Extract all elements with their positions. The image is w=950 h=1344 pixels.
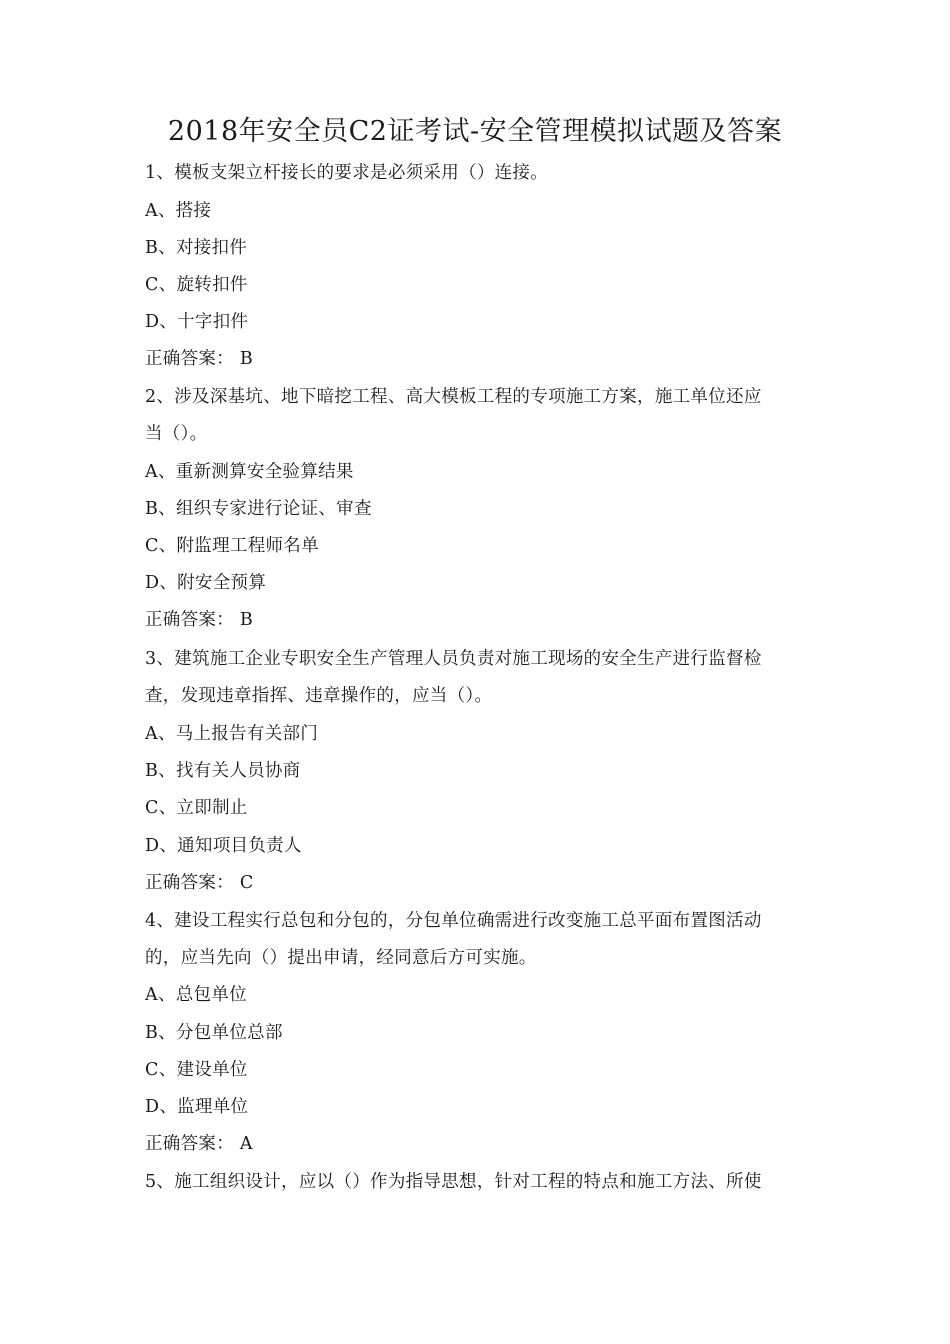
question-stem: 1、模板支架立杆接长的要求是必须采用（）连接。 — [145, 163, 549, 183]
question-stem: 查，发现违章指挥、违章操作的，应当（）。 — [145, 686, 493, 706]
answer-option: C、立即制止 — [145, 798, 248, 818]
answer-option: B、对接扣件 — [145, 238, 248, 258]
answer-option: C、附监理工程师名单 — [145, 536, 319, 556]
answer-option: C、旋转扣件 — [145, 275, 248, 295]
correct-answer: 正确答案： C — [145, 873, 254, 893]
answer-option: A、重新测算安全验算结果 — [145, 462, 354, 482]
answer-option: A、搭接 — [145, 201, 212, 221]
answer-option: D、通知项目负责人 — [145, 836, 302, 856]
document-title: 2018年安全员C2证考试-安全管理模拟试题及答案 — [167, 116, 783, 147]
answer-option: D、附安全预算 — [145, 573, 267, 593]
correct-answer: 正确答案： B — [145, 349, 254, 369]
answer-option: B、组织专家进行论证、审查 — [145, 499, 372, 519]
question-stem: 4、建设工程实行总包和分包的，分包单位确需进行改变施工总平面布置图活动 — [145, 911, 762, 931]
answer-option: A、马上报告有关部门 — [145, 724, 319, 744]
answer-option: D、十字扣件 — [145, 312, 249, 332]
answer-option: A、总包单位 — [145, 985, 247, 1005]
question-stem: 的，应当先向（）提出申请，经同意后方可实施。 — [145, 948, 537, 968]
question-stem: 3、建筑施工企业专职安全生产管理人员负责对施工现场的安全生产进行监督检 — [145, 649, 762, 669]
answer-option: C、建设单位 — [145, 1060, 248, 1080]
question-stem: 2、涉及深基坑、地下暗挖工程、高大模板工程的专项施工方案，施工单位还应 — [145, 387, 762, 407]
correct-answer: 正确答案： A — [145, 1134, 253, 1154]
answer-option: D、监理单位 — [145, 1097, 249, 1117]
correct-answer: 正确答案： B — [145, 610, 254, 630]
answer-option: B、分包单位总部 — [145, 1023, 283, 1043]
question-stem: 当（）。 — [145, 424, 208, 444]
question-stem: 5、施工组织设计，应以（）作为指导思想，针对工程的特点和施工方法、所使 — [145, 1172, 762, 1192]
answer-option: B、找有关人员协商 — [145, 761, 301, 781]
